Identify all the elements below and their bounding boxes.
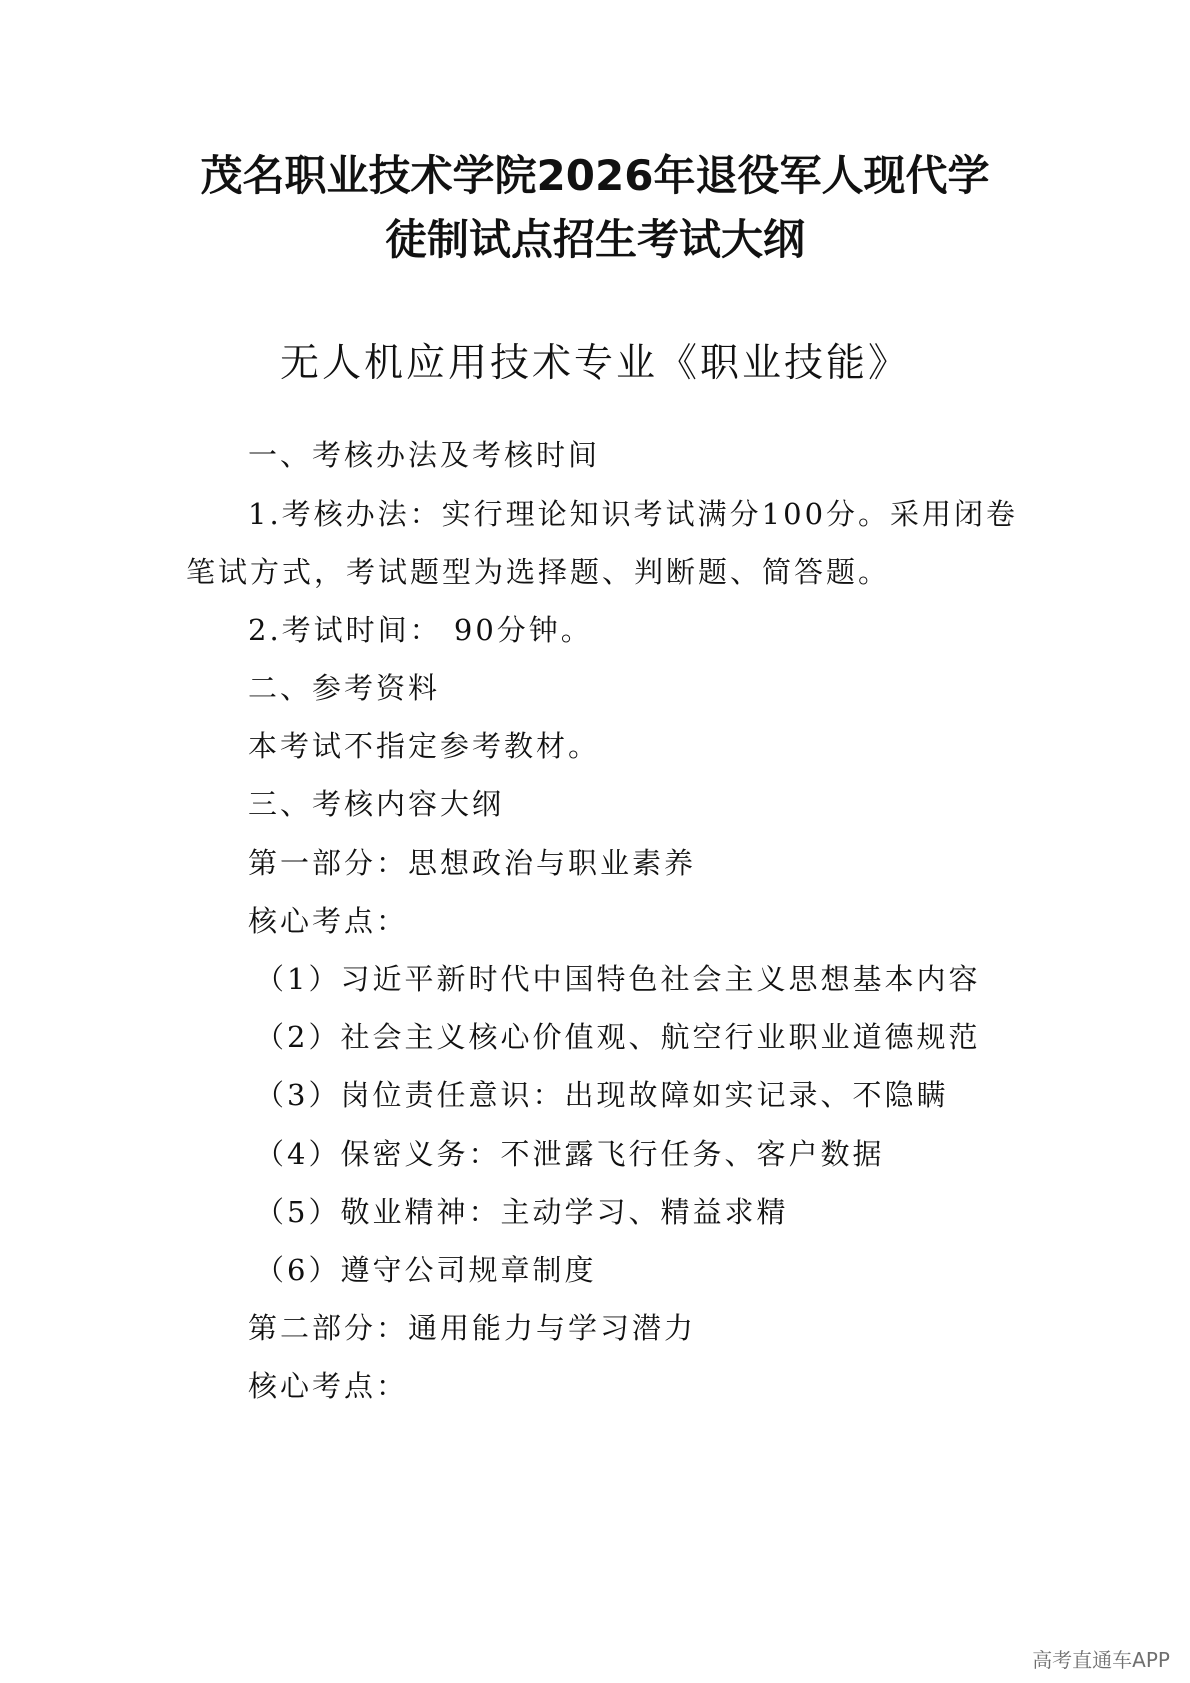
part-1-item-6: （6）遵守公司规章制度 — [255, 1253, 597, 1287]
document-subtitle: 无人机应用技术专业《职业技能》 — [279, 341, 910, 386]
watermark-text: 高考直通车APP — [1032, 1648, 1170, 1672]
part-1-item-4: （4）保密义务：不泄露飞行任务、客户数据 — [255, 1137, 885, 1171]
part-1-core-points-label: 核心考点： — [248, 904, 409, 938]
part-1-item-5: （5）敬业精神：主动学习、精益求精 — [255, 1195, 789, 1229]
exam-time: 2.考试时间： 90分钟。 — [248, 613, 593, 647]
document-title-line-2: 徒制试点招生考试大纲 — [384, 215, 805, 264]
assessment-method-line-2: 笔试方式，考试题型为选择题、判断题、简答题。 — [186, 555, 891, 589]
part-2-heading: 第二部分：通用能力与学习潜力 — [248, 1311, 697, 1345]
section-2-heading: 二、参考资料 — [248, 671, 441, 705]
reference-materials-text: 本考试不指定参考教材。 — [248, 729, 601, 763]
document-title-line-1: 茂名职业技术学院2026年退役军人现代学 — [200, 151, 990, 200]
part-1-item-1: （1）习近平新时代中国特色社会主义思想基本内容 — [255, 962, 981, 996]
section-3-heading: 三、考核内容大纲 — [248, 787, 505, 821]
part-1-heading: 第一部分：思想政治与职业素养 — [248, 846, 697, 880]
part-2-core-points-label: 核心考点： — [248, 1369, 409, 1403]
part-1-item-3: （3）岗位责任意识：出现故障如实记录、不隐瞒 — [255, 1078, 949, 1112]
section-1-heading: 一、考核办法及考核时间 — [248, 438, 601, 472]
part-1-item-2: （2）社会主义核心价值观、航空行业职业道德规范 — [255, 1020, 981, 1054]
assessment-method-line-1: 1.考核办法：实行理论知识考试满分100分。采用闭卷 — [248, 497, 1019, 531]
